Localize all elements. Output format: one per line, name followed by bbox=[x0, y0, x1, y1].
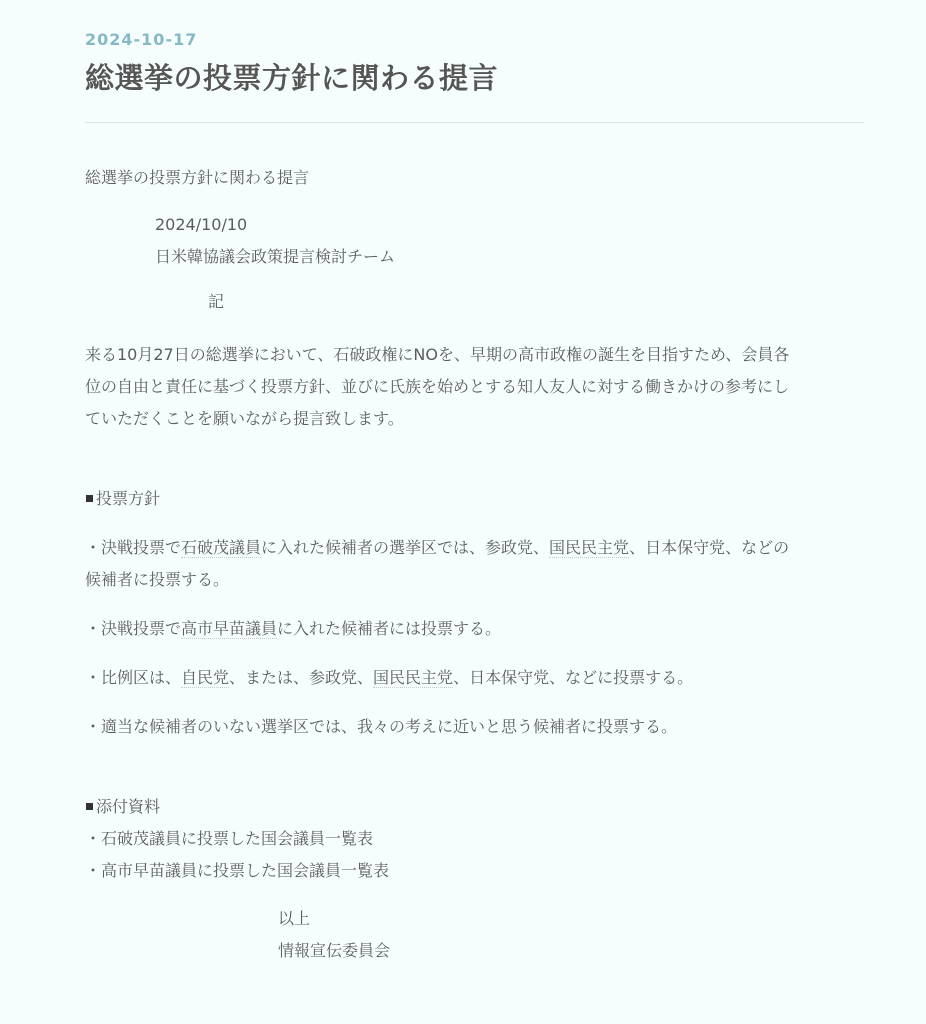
closing-word: 以上 bbox=[278, 909, 311, 928]
document-date: 2024/10/10 bbox=[155, 215, 248, 234]
post-date: 2024-10-17 bbox=[85, 30, 198, 49]
keyword-link[interactable]: 高市早苗議員 bbox=[181, 619, 278, 638]
policy-item-3 bbox=[85, 662, 864, 694]
intro-line: 来る10月27日の総選挙において、石破政権にNOを、早期の高市政権の誕生を目指すため、会員各 bbox=[85, 345, 790, 364]
attachments-heading bbox=[85, 791, 864, 823]
policy-item-4: ・適当な候補者のいない選挙区では、我々の考えに近いと思う候補者に投票する。 bbox=[85, 717, 678, 736]
text-segment: に入れた候補者には投票する。 bbox=[277, 619, 502, 638]
body-heading: 総選挙の投票方針に関わる提言 bbox=[85, 168, 310, 187]
keyword-link[interactable]: 自民党 bbox=[181, 668, 230, 687]
text-segment: ・決戦投票で bbox=[85, 538, 182, 557]
square-bullet-icon bbox=[86, 803, 93, 810]
policy-item-2 bbox=[85, 613, 864, 645]
post-title: 総選挙の投票方針に関わる提言 bbox=[85, 61, 499, 95]
attachment-item: ・高市早苗議員に投票した国会議員一覧表 bbox=[85, 861, 390, 880]
attachment-item: ・石破茂議員に投票した国会議員一覧表 bbox=[85, 829, 374, 848]
post-body bbox=[85, 162, 864, 967]
policy-item-1 bbox=[85, 532, 864, 596]
intro-line: 位の自由と責任に基づく投票方針、並びに氏族を始めとする知人友人に対する働きかけの参考にし bbox=[85, 377, 790, 396]
ki-marker: 記 bbox=[208, 292, 225, 311]
text-segment: 、日本保守党、などの bbox=[629, 538, 790, 557]
policy-heading-label: 投票方針 bbox=[96, 489, 161, 508]
square-bullet-icon bbox=[86, 495, 93, 502]
intro-line: ていただくことを願いながら提言致します。 bbox=[85, 409, 404, 428]
text-segment: 、日本保守党、などに投票する。 bbox=[453, 668, 694, 687]
text-segment: ・決戦投票で bbox=[85, 619, 182, 638]
keyword-link[interactable]: 国民民主党 bbox=[373, 668, 454, 687]
text-segment: に入れた候補者の選挙区では、参政党、 bbox=[261, 538, 550, 557]
author-team: 日米韓協議会政策提言検討チーム bbox=[155, 247, 396, 266]
attachments-heading-label: 添付資料 bbox=[96, 797, 161, 816]
intro-paragraph bbox=[85, 339, 864, 435]
committee-name: 情報宣伝委員会 bbox=[278, 941, 391, 960]
text-segment: ・比例区は、 bbox=[85, 668, 182, 687]
keyword-link[interactable]: 国民民主党 bbox=[549, 538, 630, 557]
policy-heading bbox=[85, 483, 864, 515]
text-segment: 、または、参政党、 bbox=[229, 668, 374, 687]
keyword-link[interactable]: 石破茂議員 bbox=[181, 538, 262, 557]
blog-post bbox=[85, 28, 864, 967]
policy-item-line: 候補者に投票する。 bbox=[85, 570, 230, 589]
title-divider bbox=[85, 122, 864, 123]
policy-item-line bbox=[85, 532, 864, 564]
